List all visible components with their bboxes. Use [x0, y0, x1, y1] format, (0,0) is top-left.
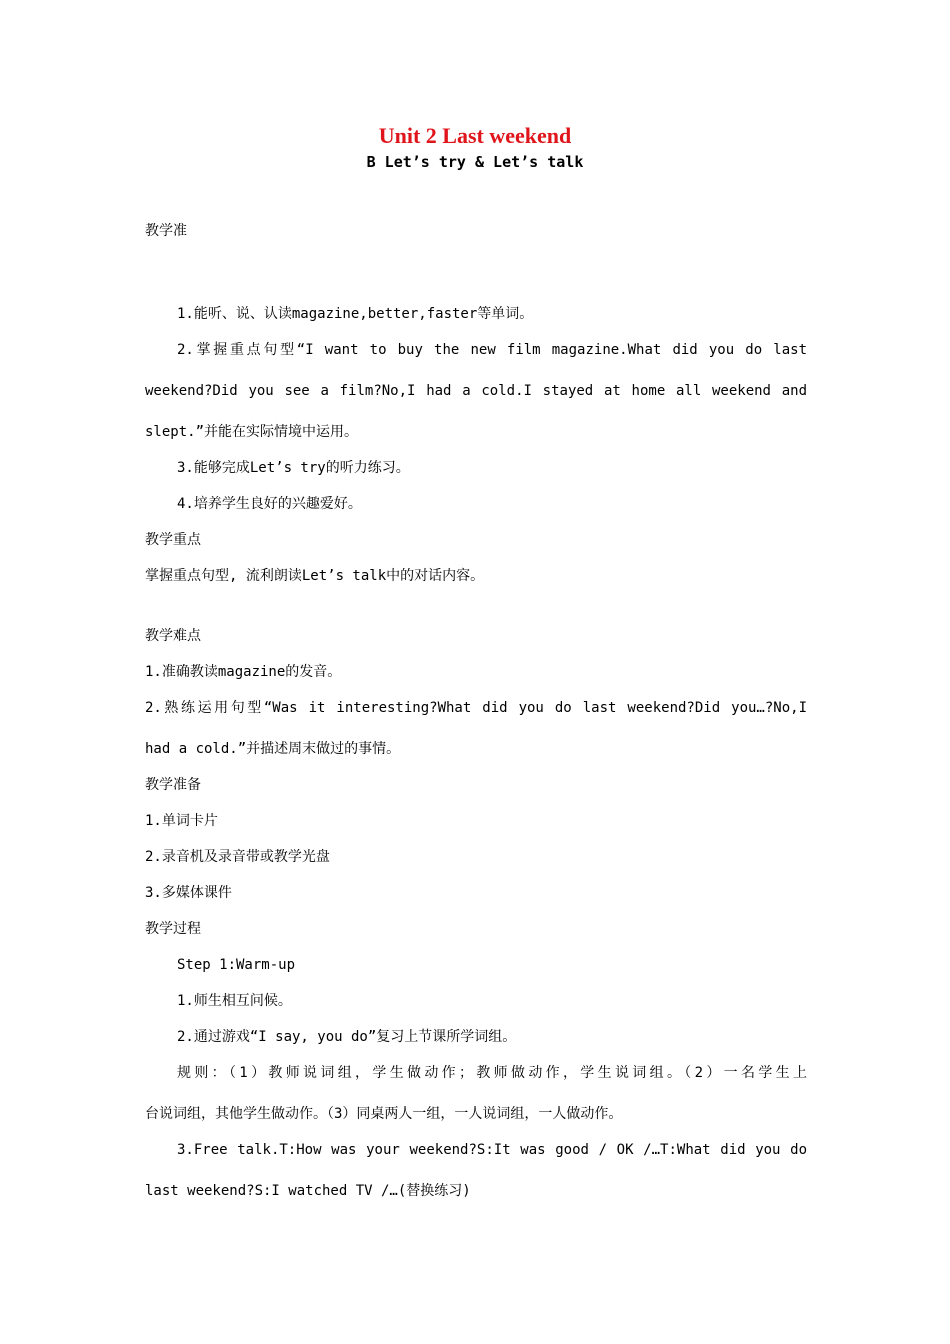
preparation-item-1: 1.单词卡片 — [145, 813, 218, 829]
objective-item-2-line-1: 2.掌握重点句型“I want to buy the new film magazine.What did you do last — [177, 342, 807, 358]
preparation-item-3: 3.多媒体课件 — [145, 885, 232, 901]
objective-item-3: 3.能够完成Let’s try的听力练习。 — [177, 460, 410, 476]
objective-item-2-line-3: slept.”并能在实际情境中运用。 — [145, 424, 359, 440]
section-heading-key-points: 教学重点 — [145, 532, 201, 548]
key-points-text: 掌握重点句型, 流利朗读Let’s talk中的对话内容。 — [145, 568, 485, 584]
preparation-item-2: 2.录音机及录音带或教学光盘 — [145, 849, 330, 865]
process-item-2: 2.通过游戏“I say, you do”复习上节课所学词组。 — [177, 1029, 517, 1045]
process-step-1: Step 1:Warm-up — [177, 957, 296, 973]
process-rules-line-1: 规则：（1）教师说词组，学生做动作；教师做动作，学生说词组。（2）一名学生上 — [177, 1065, 807, 1081]
section-heading-difficulties: 教学难点 — [145, 628, 201, 644]
section-heading-prep: 教学准 — [145, 223, 187, 239]
document-subtitle: B Let’s try & Let’s talk — [366, 153, 584, 171]
objective-item-1: 1.能听、说、认读magazine,better,faster等单词。 — [177, 306, 534, 322]
document-title: Unit 2 Last weekend — [378, 123, 572, 148]
difficulty-item-2-line-1: 2.熟练运用句型“Was it interesting?What did you do last weekend?Did you…?No,I — [145, 700, 807, 716]
section-heading-process: 教学过程 — [145, 921, 201, 937]
section-heading-preparation: 教学准备 — [145, 777, 201, 793]
process-rules-line-2: 台说词组，其他学生做动作。（3）同桌两人一组，一人说词组，一人做动作。 — [145, 1106, 623, 1122]
process-item-3-line-1: 3.Free talk.T:How was your weekend?S:It was good / OK /…T:What did you do — [177, 1142, 807, 1158]
process-item-3-line-2: last weekend?S:I watched TV /…(替换练习) — [145, 1183, 471, 1199]
difficulty-item-1: 1.准确教读magazine的发音。 — [145, 664, 342, 680]
objective-item-2-line-2: weekend?Did you see a film?No,I had a cold.I stayed at home all weekend and — [145, 383, 807, 399]
difficulty-item-2-line-2: had a cold.”并描述周末做过的事情。 — [145, 741, 401, 757]
objective-item-4: 4.培养学生良好的兴趣爱好。 — [177, 496, 362, 512]
process-item-1: 1.师生相互问候。 — [177, 993, 292, 1009]
